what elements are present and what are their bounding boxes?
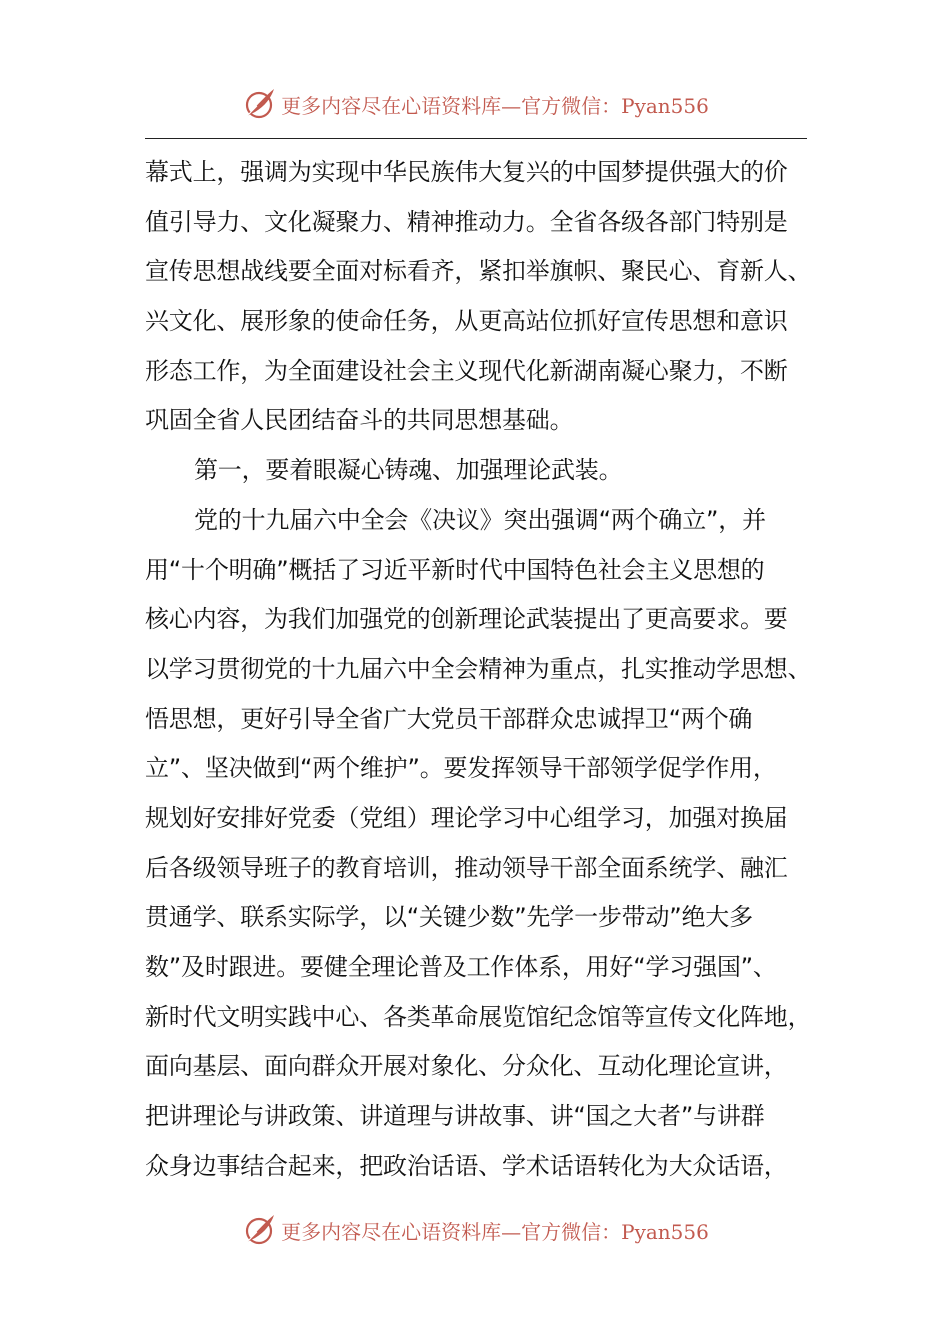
text-line: 值引导力、文化凝聚力、精神推动力。全省各级各部门特别是: [145, 207, 788, 236]
text-line: 党的十九届六中全会《决议》突出强调“两个确立”，并: [194, 505, 766, 534]
text-line: 贯通学、联系实际学，以“关键少数”先学一步带动”绝大多: [145, 903, 753, 932]
text-line: 悟思想，更好引导全省广大党员干部群众忠诚捍卫“两个确: [145, 704, 753, 733]
quill-logo-icon: [241, 86, 277, 122]
text-line: 巩固全省人民团结奋斗的共同思想基础。: [145, 406, 574, 435]
header-brand-text: 更多内容尽在心语资料库—官方微信：Pyan556: [281, 93, 709, 118]
text-line: 众身边事结合起来，把政治话语、学术话语转化为大众话语，: [145, 1151, 788, 1180]
text-line: 面向基层、面向群众开展对象化、分众化、互动化理论宣讲，: [145, 1052, 788, 1081]
header-divider: [145, 138, 807, 139]
document-body: [145, 148, 825, 1191]
header-brand: [0, 84, 950, 124]
text-line: 兴文化、展形象的使命任务，从更高站位抓好宣传思想和意识: [145, 307, 788, 336]
text-line: 规划好安排好党委（党组）理论学习中心组学习，加强对换届: [145, 803, 788, 832]
text-line: 新时代文明实践中心、各类革命展览馆纪念馆等宣传文化阵地，: [145, 1002, 812, 1031]
text-line: 立”、坚决做到“两个维护”。要发挥领导干部领学促学作用，: [145, 754, 777, 783]
quill-logo-icon: [241, 1212, 277, 1248]
section-heading: 第一，要着眼凝心铸魂、加强理论武装。: [194, 456, 623, 485]
text-line: 以学习贯彻党的十九届六中全会精神为重点，扎实推动学思想、: [145, 654, 812, 683]
text-line: 形态工作，为全面建设社会主义现代化新湖南凝心聚力，不断: [145, 356, 788, 385]
footer-brand: [0, 1210, 950, 1250]
text-line: 后各级领导班子的教育培训，推动领导干部全面系统学、融汇: [145, 853, 788, 882]
text-line: 把讲理论与讲政策、讲道理与讲故事、讲“国之大者”与讲群: [145, 1102, 765, 1131]
text-line: 用“十个明确”概括了习近平新时代中国特色社会主义思想的: [145, 555, 765, 584]
text-line: 数”及时跟进。要健全理论普及工作体系，用好“学习强国”、: [145, 953, 777, 981]
text-line: 幕式上，强调为实现中华民族伟大复兴的中国梦提供强大的价: [145, 158, 788, 186]
footer-brand-text: 更多内容尽在心语资料库—官方微信：Pyan556: [281, 1219, 709, 1244]
text-line: 核心内容，为我们加强党的创新理论武装提出了更高要求。要: [145, 605, 788, 634]
text-line: 宣传思想战线要全面对标看齐，紧扣举旗帜、聚民心、育新人、: [145, 257, 812, 286]
